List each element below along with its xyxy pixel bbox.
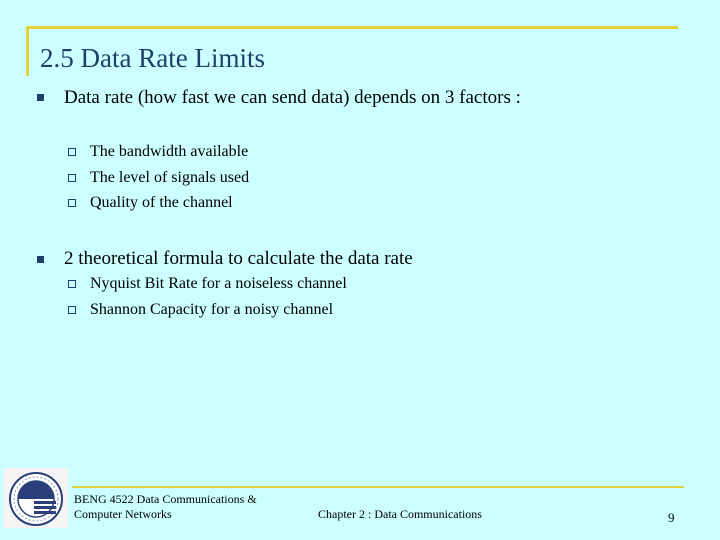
slide-title: 2.5 Data Rate Limits [40, 43, 265, 73]
bullet-box-icon [68, 306, 76, 314]
footer-divider [72, 486, 684, 488]
bullet-box-icon [68, 199, 76, 207]
title-frame-left [26, 26, 29, 76]
bullet-square-icon [37, 94, 44, 101]
bullet-box-icon [68, 280, 76, 288]
university-logo-icon [4, 468, 68, 528]
sub-bullet-bandwidth: The bandwidth available [90, 143, 249, 160]
sub-bullet-shannon: Shannon Capacity for a noisy channel [90, 301, 334, 318]
bullet-square-icon [37, 256, 44, 263]
bullet-1-text: Data rate (how fast we can send data) depends on 3 factors : [64, 87, 521, 108]
sub-bullet-nyquist: Nyquist Bit Rate for a noiseless channel [90, 275, 347, 292]
page-number: 9 [668, 510, 675, 525]
bullet-2-text: 2 theoretical formula to calculate the data rate [64, 248, 413, 269]
sub-bullet-signal-levels: The level of signals used [90, 169, 250, 186]
sub-bullet-channel-quality: Quality of the channel [90, 194, 233, 211]
bullet-box-icon [68, 148, 76, 156]
footer-chapter: Chapter 2 : Data Communications [318, 507, 482, 521]
footer-course-line-2: Computer Networks [74, 507, 172, 521]
bullet-box-icon [68, 174, 76, 182]
footer-course-line-1: BENG 4522 Data Communications & [74, 492, 257, 506]
title-frame-top [26, 26, 678, 29]
